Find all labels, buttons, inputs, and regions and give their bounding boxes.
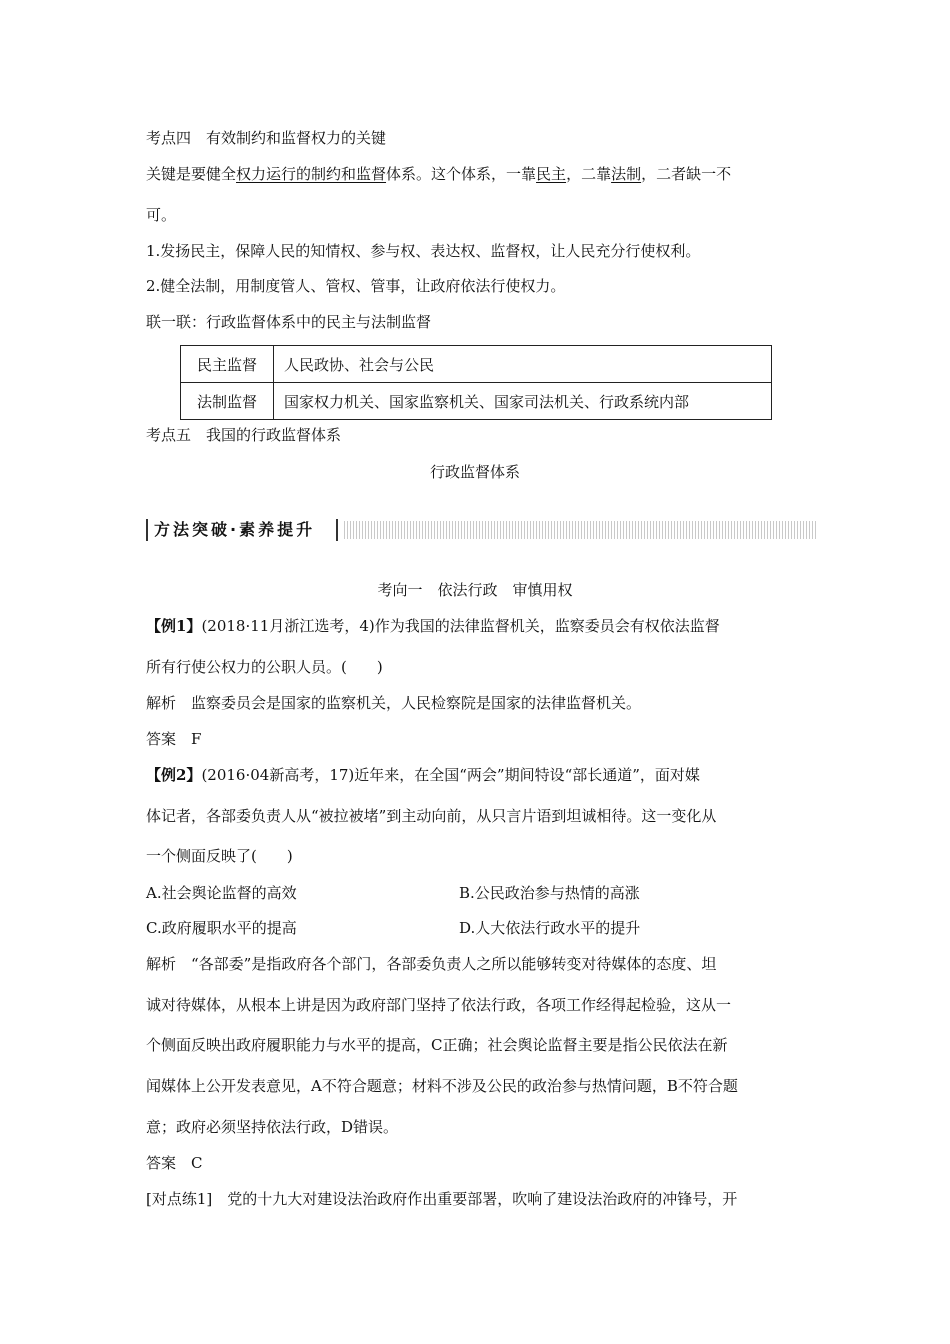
option-b: B.公民政治参与热情的高涨 bbox=[459, 884, 640, 902]
example-2-analysis-4: 闻媒体上公开发表意见，A不符合题意；材料不涉及公民的政治参与热情问题，B不符合题 bbox=[146, 1077, 738, 1095]
banner-bar-right bbox=[336, 519, 338, 541]
practice-1-line-1: [对点练1] 党的十九大对建设法治政府作出重要部署，吹响了建设法治政府的冲锋号，开 bbox=[146, 1190, 738, 1208]
table-row bbox=[181, 383, 772, 420]
example-2-answer: 答案 C bbox=[146, 1154, 203, 1172]
kp4-item-1: 1.发扬民主，保障人民的知情权、参与权、表达权、监督权，让人民充分行使权利。 bbox=[146, 242, 701, 260]
example-2-analysis-3: 个侧面反映出政府履职能力与水平的提高，C正确；社会舆论监督主要是指公民依法在新 bbox=[146, 1036, 728, 1054]
banner-hatch bbox=[344, 521, 816, 539]
example-2-line-1: 【例2】(2016·04新高考，17)近年来，在全国“两会”期间特设“部长通道”，面对媒 bbox=[146, 766, 700, 784]
banner-title: 方法突破·素养提升 bbox=[154, 520, 316, 539]
example-1-answer: 答案 F bbox=[146, 730, 202, 748]
option-c: C.政府履职水平的提高 bbox=[146, 919, 297, 937]
kp4-paragraph: 关键是要健全权力运行的制约和监督体系。这个体系，一靠民主，二靠法制，二者缺一不 bbox=[146, 165, 732, 183]
table-cell-value: 国家权力机关、国家监察机关、国家司法机关、行政系统内部 bbox=[274, 383, 772, 420]
kp4-paragraph-cont: 可。 bbox=[146, 206, 177, 224]
table-row bbox=[181, 346, 772, 383]
table-cell-key: 法制监督 bbox=[181, 383, 274, 420]
example-1-line-1: 【例1】(2018·11月浙江选考，4)作为我国的法律监督机关，监察委员会有权依法监督 bbox=[146, 617, 720, 635]
kp4-link-label: 联一联：行政监督体系中的民主与法制监督 bbox=[146, 313, 432, 331]
section-title: 考向一 依法行政 审慎用权 bbox=[377, 581, 573, 599]
example-2-analysis-2: 诚对待媒体，从根本上讲是因为政府部门坚持了依法行政，各项工作经得起检验，这从一 bbox=[146, 996, 732, 1014]
example-1-analysis: 解析 监察委员会是国家的监察机关，人民检察院是国家的法律监督机关。 bbox=[146, 694, 642, 712]
example-1-line-2: 所有行使公权力的公职人员。( ) bbox=[146, 658, 383, 676]
section-banner bbox=[146, 517, 816, 543]
table-cell-value: 人民政协、社会与公民 bbox=[274, 346, 772, 383]
example-2-analysis-5: 意；政府必须坚持依法行政，D错误。 bbox=[146, 1118, 399, 1136]
figure-caption: 行政监督体系 bbox=[429, 463, 520, 481]
option-d: D.人大依法行政水平的提升 bbox=[459, 919, 641, 937]
example-2-line-3: 一个侧面反映了( ) bbox=[146, 847, 293, 865]
kp5-title: 考点五 我国的行政监督体系 bbox=[146, 426, 342, 444]
table-cell-key: 民主监督 bbox=[181, 346, 274, 383]
option-a: A.社会舆论监督的高效 bbox=[146, 884, 297, 902]
banner-bar-left bbox=[146, 519, 148, 541]
example-2-analysis-1: 解析 “各部委”是指政府各个部门，各部委负责人之所以能够转变对待媒体的态度、坦 bbox=[146, 955, 717, 973]
kp4-item-2: 2.健全法制，用制度管人、管权、管事，让政府依法行使权力。 bbox=[146, 277, 566, 295]
example-2-line-2: 体记者，各部委负责人从“被拉被堵”到主动向前，从只言片语到坦诚相待。这一变化从 bbox=[146, 807, 717, 825]
supervision-table bbox=[180, 345, 772, 420]
kp4-title: 考点四 有效制约和监督权力的关键 bbox=[146, 129, 387, 147]
